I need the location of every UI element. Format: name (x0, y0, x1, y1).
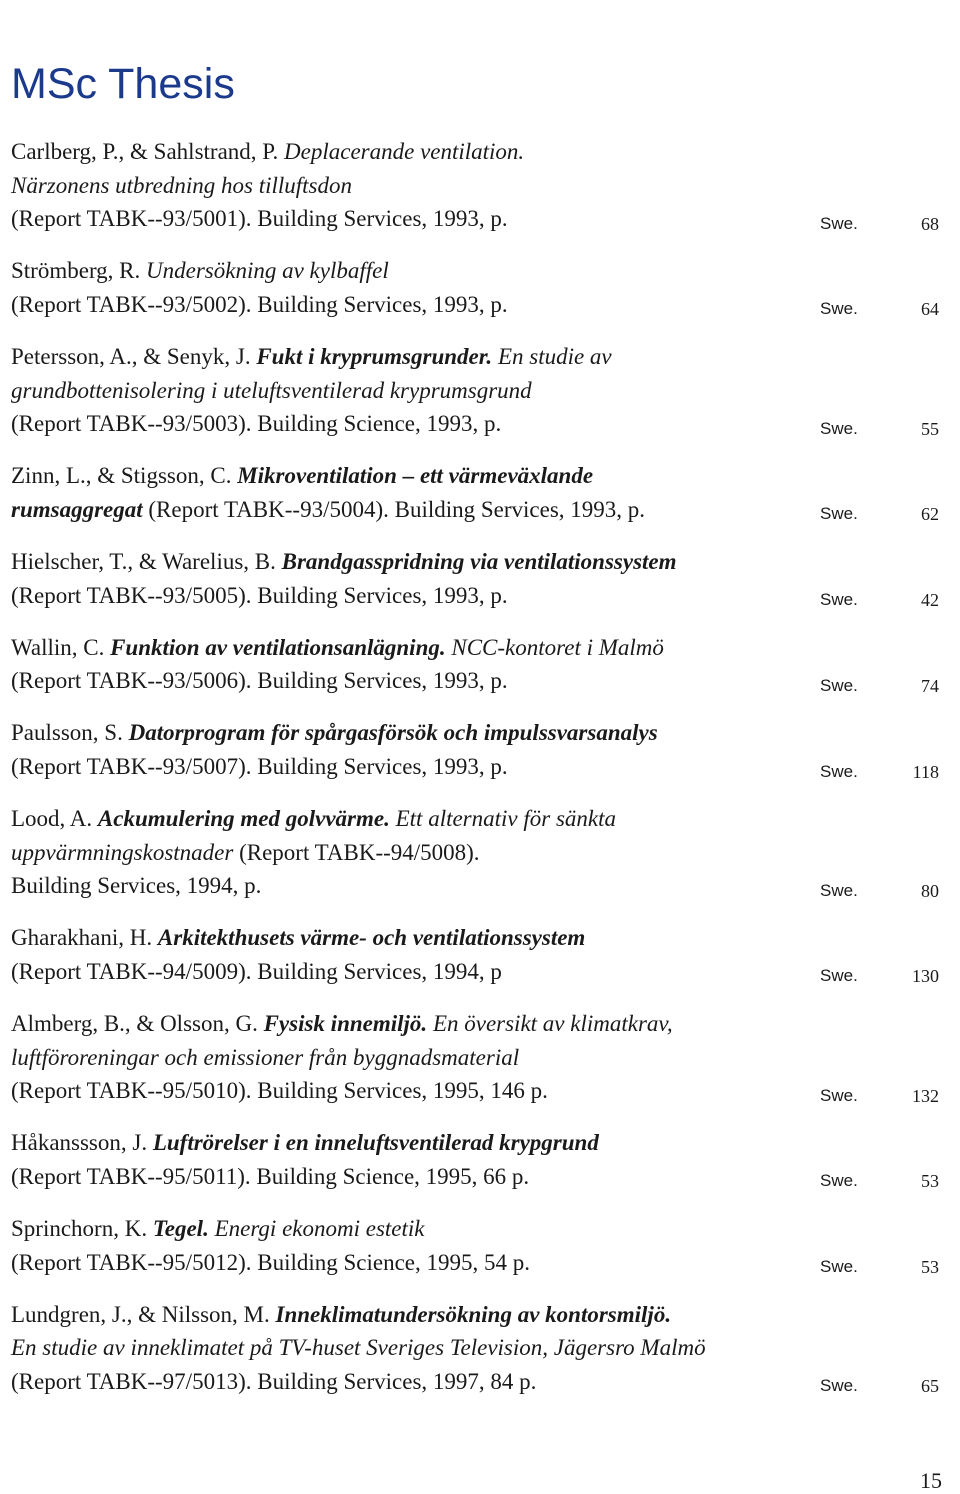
reference-text: Håkanssson, J. (11, 1130, 153, 1156)
reference-line (11, 1074, 941, 1108)
language-label: Swe. (820, 1085, 858, 1105)
reference-title-text: luftföroreningar och emissioner från byggnadsmaterial (11, 1044, 520, 1070)
reference-text: (Report TABK--93/5004). Building Services, 1993, p. (142, 496, 646, 522)
reference-line (11, 836, 941, 870)
reference-text: (Report TABK--94/5009). Building Services, 1994, p (11, 958, 502, 984)
reference-line (11, 1246, 941, 1280)
reference-line (11, 254, 941, 288)
reference-text: Almberg, B., & Olsson, G. (11, 1010, 264, 1036)
reference-text: Wallin, C. (11, 634, 111, 660)
reference-text: (Report TABK--93/5001). Building Services, 1993, p. (11, 206, 508, 232)
reference-title-text: Fukt i kryprumsgrunder. (256, 343, 493, 369)
reference-text: (Report TABK--97/5013). Building Services, 1997, 84 p. (11, 1368, 537, 1394)
reference-text: Lood, A. (11, 806, 98, 831)
reference-text: Carlberg, P., & Sahlstrand, P. (11, 139, 285, 164)
reference-text: (Report TABK--95/5012). Building Science, 1995, 54 p. (11, 1249, 531, 1275)
page-count: 55 (921, 418, 939, 439)
reference-text: Building Services, 1994, p. (11, 873, 262, 899)
reference-entry (11, 1212, 941, 1279)
reference-text: (Report TABK--95/5011). Building Science, 1995, 66 p. (11, 1163, 530, 1189)
reference-line (11, 1298, 941, 1332)
reference-line (11, 374, 941, 408)
page-count: 68 (921, 213, 939, 234)
page-count: 74 (921, 675, 939, 696)
reference-entry (11, 802, 941, 903)
reference-text: Hielscher, T., & Warelius, B. (11, 548, 282, 574)
reference-line (11, 340, 941, 374)
reference-text: Paulsson, S. (11, 720, 129, 746)
reference-line (11, 135, 941, 169)
language-label: Swe. (820, 675, 858, 695)
reference-entry (11, 1126, 941, 1193)
reference-line (11, 1160, 941, 1194)
reference-title-text: En studie av inneklimatet på TV-huset Sveriges Television, Jägersro Malmö (11, 1335, 706, 1361)
page-count: 132 (912, 1085, 939, 1106)
language-label: Swe. (820, 590, 858, 610)
reference-text: Strömberg, R. (11, 258, 147, 284)
reference-title-text: NCC-kontoret i Malmö (445, 634, 664, 660)
reference-text: (Report TABK--94/5008). (233, 839, 480, 865)
language-label: Swe. (820, 213, 858, 233)
reference-line (11, 955, 941, 989)
reference-entry (11, 340, 941, 441)
reference-entry (11, 921, 941, 988)
reference-line (11, 1212, 941, 1246)
reference-title-text: Fysisk innemiljö. (263, 1010, 428, 1036)
reference-text: (Report TABK--93/5006). Building Services, 1993, p. (11, 668, 508, 694)
language-label: Swe. (820, 1376, 858, 1396)
reference-text: Gharakhani, H. (11, 925, 158, 951)
reference-line (11, 802, 941, 836)
reference-entry (11, 1298, 941, 1399)
reference-line (11, 921, 941, 955)
reference-line (11, 869, 941, 903)
reference-title-text: grundbottenisolering i uteluftsventilerad kryprumsgrund (11, 377, 532, 403)
page-count: 64 (921, 299, 939, 320)
reference-entry (11, 1007, 941, 1108)
page-count: 42 (921, 590, 939, 611)
reference-text: Zinn, L., & Stigsson, C. (11, 463, 238, 489)
reference-title-text: Undersökning av kylbaffel (146, 258, 389, 284)
language-label: Swe. (820, 761, 858, 781)
reference-entry (11, 254, 941, 321)
reference-line (11, 1365, 941, 1399)
reference-line (11, 664, 941, 698)
reference-title-text: Funktion av ventilationsanlägning. (110, 634, 446, 660)
page-title: MSc Thesis (11, 60, 235, 108)
reference-line (11, 1126, 941, 1160)
reference-title-text: Luftrörelser i en inneluftsventilerad krypgrund (152, 1130, 599, 1156)
reference-title-text: Tegel. (152, 1215, 209, 1241)
reference-title-text: Datorprogram för spårgasförsök och impulssvarsanalys (128, 720, 658, 746)
reference-line (11, 288, 941, 322)
language-label: Swe. (820, 299, 858, 319)
reference-entry (11, 716, 941, 783)
language-label: Swe. (820, 1171, 858, 1191)
reference-title-text: rumsaggregat (11, 496, 143, 522)
language-label: Swe. (820, 504, 858, 524)
page-count: 130 (912, 966, 939, 987)
reference-line (11, 750, 941, 784)
reference-line (11, 631, 941, 665)
page-count: 80 (921, 880, 939, 901)
reference-entry (11, 631, 941, 698)
reference-title-text: En översikt av klimatkrav, (427, 1010, 673, 1036)
reference-title-text: Inneklimatundersökning av kontorsmiljö. (275, 1301, 672, 1327)
reference-entry (11, 135, 941, 236)
reference-title-text: Deplacerande ventilation. (284, 139, 525, 164)
reference-line (11, 202, 941, 236)
reference-line (11, 493, 941, 527)
reference-text: Petersson, A., & Senyk, J. (11, 343, 257, 369)
page-count: 53 (921, 1257, 939, 1278)
reference-title-text: Mikroventilation – ett värmeväxlande (237, 463, 594, 489)
page-count: 65 (921, 1376, 939, 1397)
language-label: Swe. (820, 880, 858, 900)
reference-text: Sprinchorn, K. (11, 1215, 153, 1241)
reference-title-text: Brandgasspridning via ventilationssystem (281, 548, 677, 574)
reference-text: Lundgren, J., & Nilsson, M. (11, 1301, 276, 1327)
reference-title-text: Ett alternativ för sänkta (389, 806, 617, 831)
reference-entry (11, 545, 941, 612)
reference-text: (Report TABK--95/5010). Building Services, 1995, 146 p. (11, 1078, 548, 1104)
page-count: 62 (921, 504, 939, 525)
reference-line (11, 1041, 941, 1075)
reference-title-text: Energi ekonomi estetik (208, 1215, 425, 1241)
reference-line (11, 169, 941, 203)
language-label: Swe. (820, 966, 858, 986)
reference-title-text: uppvärmningskostnader (11, 839, 234, 865)
reference-list (11, 135, 941, 1417)
reference-line (11, 1007, 941, 1041)
reference-title-text: Ackumulering med golvvärme. (97, 806, 390, 831)
reference-title-text: Närzonens utbredning hos tilluftsdon (11, 172, 352, 198)
reference-line (11, 716, 941, 750)
page-count: 118 (912, 761, 939, 782)
reference-text: (Report TABK--93/5002). Building Services, 1993, p. (11, 291, 508, 317)
reference-title-text: En studie av (492, 343, 612, 369)
reference-line (11, 579, 941, 613)
reference-text: (Report TABK--93/5007). Building Services, 1993, p. (11, 753, 508, 779)
reference-line (11, 459, 941, 493)
page-count: 53 (921, 1171, 939, 1192)
reference-text: (Report TABK--93/5005). Building Services, 1993, p. (11, 582, 508, 608)
reference-entry (11, 459, 941, 526)
reference-line (11, 545, 941, 579)
reference-line (11, 1331, 941, 1365)
reference-line (11, 407, 941, 441)
language-label: Swe. (820, 418, 858, 438)
language-label: Swe. (820, 1257, 858, 1277)
reference-text: (Report TABK--93/5003). Building Science, 1993, p. (11, 411, 502, 437)
reference-title-text: Arkitekthusets värme- och ventilationssystem (157, 925, 586, 951)
page-number: 15 (920, 1468, 942, 1493)
